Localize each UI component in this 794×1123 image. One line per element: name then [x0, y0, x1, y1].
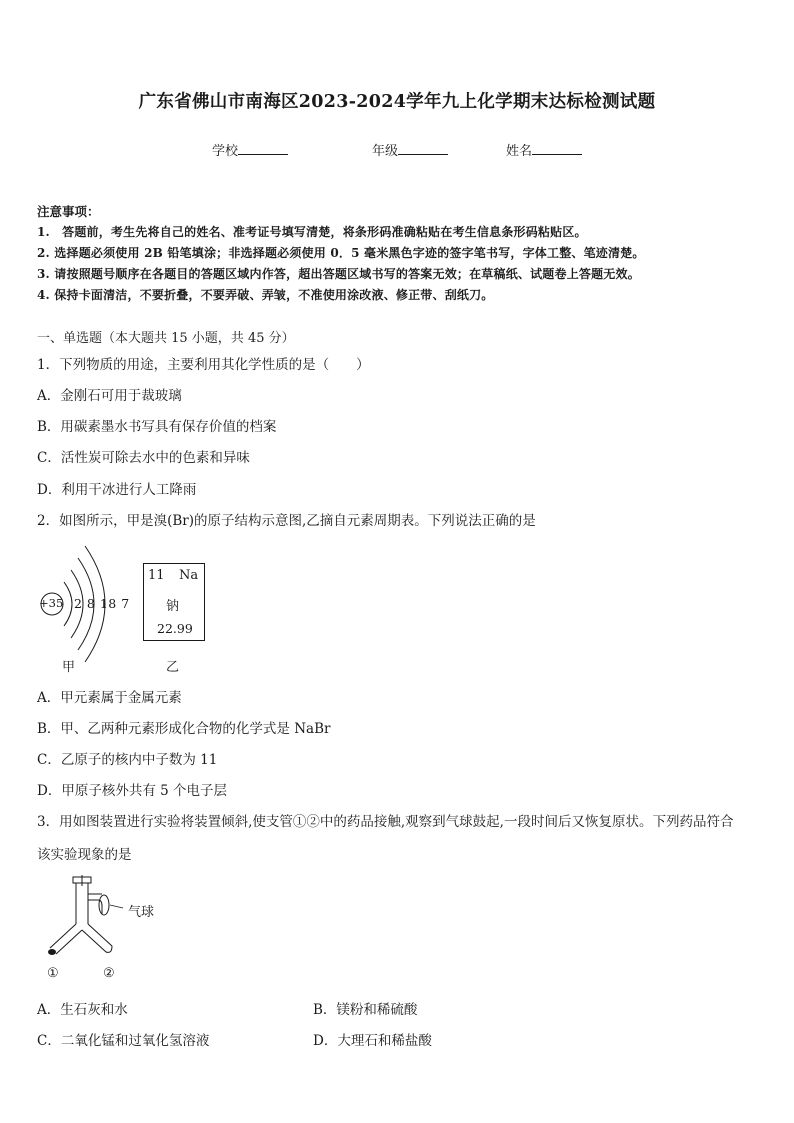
notice-item: 1. 答题前，考生先将自己的姓名、准考证号填写清楚，将条形码准确粘贴在考生信息条形码粘贴区。	[37, 225, 587, 239]
element-symbol: Na	[179, 568, 199, 583]
balloon	[99, 895, 109, 915]
notice-heading: 注意事项：	[37, 204, 100, 219]
question-3-stem: 3．用如图装置进行实验将装置倾斜,使支管①②中的药品接触,观察到气球鼓起,一段时间后又恢复原状。下列药品符合	[37, 814, 734, 830]
school-field	[212, 140, 288, 159]
q1-option-a: A．金刚石可用于裁玻璃	[37, 388, 182, 404]
atomic-number: 11	[148, 568, 165, 583]
diagram-caption-jia: 甲	[62, 660, 76, 675]
q1-option-b: B．用碳素墨水书写具有保存价值的档案	[37, 419, 277, 435]
grade-label: 年级	[372, 144, 399, 159]
electron-shells: 2 8 18 7	[74, 596, 130, 611]
q1-option-c: C．活性炭可除去水中的色素和异味	[37, 450, 250, 466]
q2-option-c: C．乙原子的核内中子数为 11	[37, 752, 218, 768]
grade-field	[372, 140, 448, 159]
page-title: 广东省佛山市南海区2023-2024学年九上化学期末达标检测试题	[138, 92, 656, 112]
diagram-caption-yi: 乙	[166, 660, 180, 675]
name-field	[506, 140, 582, 159]
notice-item: 2. 选择题必须使用 2B 铅笔填涂；非选择题必须使用 0．5 毫米黑色字迹的签字笔书写，字体工整、笔迹清楚。	[37, 246, 645, 260]
q2-option-b: B．甲、乙两种元素形成化合物的化学式是 NaBr	[37, 721, 331, 737]
left-tube-reagent	[48, 949, 56, 955]
notice-item: 3. 请按照题号顺序在各题目的答题区域内作答，超出答题区域书写的答案无效；在草稿纸、试题卷上答题无效。	[37, 267, 640, 281]
q3-option-d: D．大理石和稀盐酸	[313, 1033, 432, 1049]
question-1-stem: 1．下列物质的用途，主要利用其化学性质的是（ ）	[37, 357, 370, 373]
question-2-stem: 2．如图所示，甲是溴(Br)的原子结构示意图,乙摘自元素周期表。下列说法正确的是	[37, 513, 536, 529]
name-label: 姓名	[506, 144, 533, 159]
q2-option-d: D．甲原子核外共有 5 个电子层	[37, 783, 227, 799]
atomic-mass: 22.99	[157, 621, 193, 636]
q2-option-a: A．甲元素属于金属元素	[37, 690, 182, 706]
tube-2-label: ②	[103, 966, 115, 981]
y-tube-apparatus	[40, 872, 140, 964]
name-blank	[532, 142, 582, 155]
q3-option-b: B．镁粉和稀硫酸	[313, 1002, 418, 1018]
grade-blank	[398, 142, 448, 155]
school-blank	[238, 142, 288, 155]
element-cell-na	[143, 563, 205, 641]
notice-item: 4. 保持卡面清洁，不要折叠，不要弄破、弄皱，不准使用涂改液、修正带、刮纸刀。	[37, 288, 494, 302]
nucleus-charge: +35	[39, 596, 64, 610]
q3-option-a: A．生石灰和水	[37, 1002, 128, 1018]
tube-1-label: ①	[47, 966, 59, 981]
q3-option-c: C．二氧化锰和过氧化氢溶液	[37, 1033, 210, 1049]
q1-option-d: D．利用干冰进行人工降雨	[37, 482, 197, 498]
school-label: 学校	[212, 144, 239, 159]
element-name: 钠	[166, 599, 180, 614]
question-3-stem-cont: 该实验现象的是	[37, 847, 132, 863]
section-heading: 一、单选题（本大题共 15 小题，共 45 分）	[37, 331, 295, 346]
electron-shell-1	[64, 582, 72, 626]
balloon-label: 气球	[128, 905, 155, 920]
